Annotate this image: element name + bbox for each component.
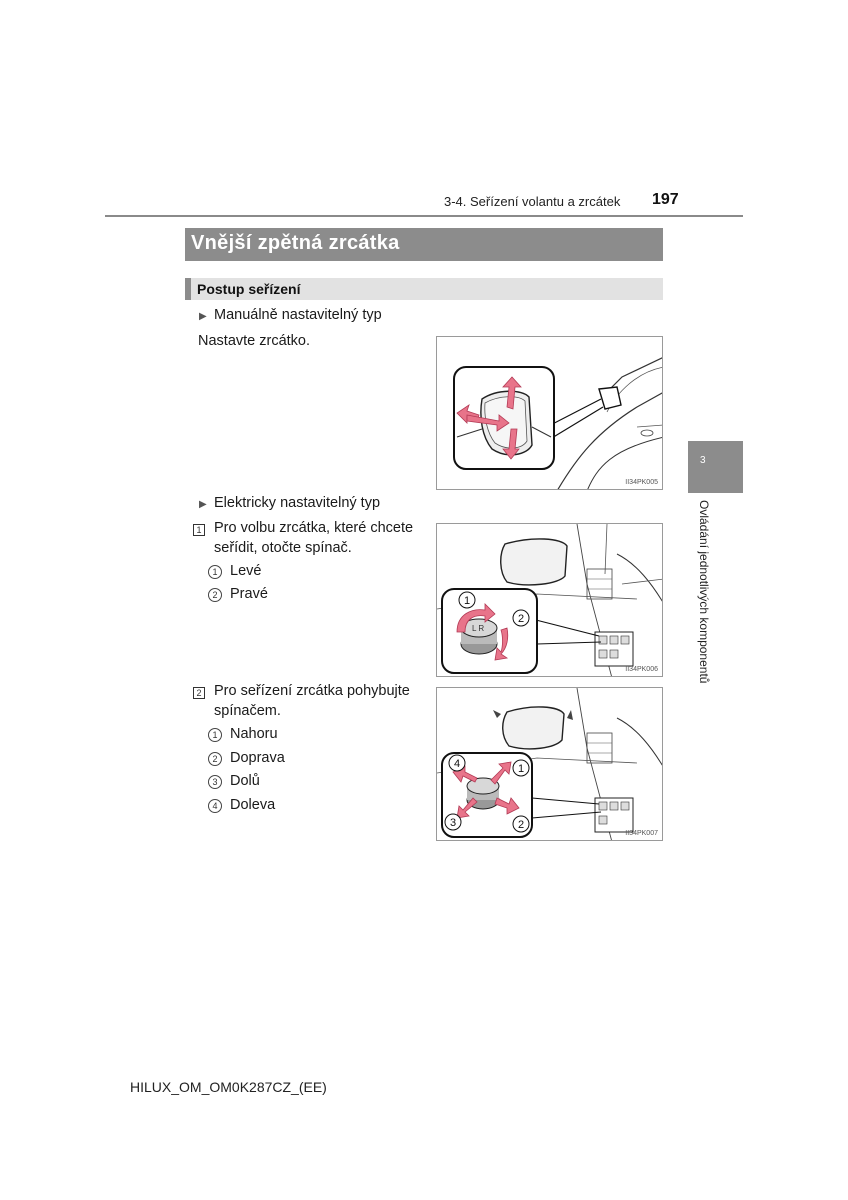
page-number: 197 [652, 191, 679, 208]
item-label: Doleva [230, 797, 276, 813]
svg-text:L R: L R [472, 624, 485, 633]
svg-text:2: 2 [518, 819, 525, 831]
manual-mirror-illustration [437, 337, 663, 490]
page-title: Vnější zpětná zrcátka [191, 232, 400, 254]
item-number-circle: 1 [208, 728, 222, 742]
step-number-box: 1 [193, 524, 205, 536]
item-number-circle: 1 [208, 565, 222, 579]
mirror-select-illustration [437, 524, 663, 677]
mirror-adjust-figure [436, 687, 663, 841]
chapter-tab [688, 441, 743, 493]
document-code-footer: HILUX_OM_OM0K287CZ_(EE) [130, 1079, 327, 1095]
svg-text:4: 4 [454, 758, 461, 770]
triangle-bullet-icon: ▶ [199, 311, 207, 322]
section-header: 3-4. Seřízení volantu a zrcátek [444, 194, 621, 209]
header-divider [105, 215, 743, 217]
manual-text: Nastavte zrcátko. [198, 333, 311, 349]
step1-line2: seřídit, otočte spínač. [214, 540, 352, 556]
step1-line1: Pro volbu zrcátka, které chcete [214, 520, 414, 536]
figure-code: II34PK006 [625, 666, 658, 673]
item-number-circle: 2 [208, 752, 222, 766]
svg-text:3: 3 [450, 817, 457, 829]
item-label: Pravé [230, 586, 268, 602]
triangle-bullet-icon: ▶ [199, 499, 207, 510]
chapter-label-container [697, 500, 711, 710]
electric-heading: Elektricky nastavitelný typ [214, 495, 381, 511]
manual-heading: Manuálně nastavitelný typ [214, 307, 382, 323]
manual-mirror-figure [436, 336, 663, 490]
step2-line1: Pro seřízení zrcátka pohybujte [214, 683, 410, 699]
figure-code: II34PK007 [625, 830, 658, 837]
item-label: Levé [230, 563, 262, 579]
item-number-circle: 2 [208, 588, 222, 602]
svg-text:1: 1 [518, 763, 525, 775]
page-title-bar [185, 228, 663, 261]
item-label: Dolů [230, 773, 260, 789]
item-number-circle: 3 [208, 775, 222, 789]
step2-line2: spínačem. [214, 703, 281, 719]
subtitle: Postup seřízení [197, 281, 301, 297]
svg-text:1: 1 [464, 595, 471, 607]
item-label: Doprava [230, 750, 285, 766]
item-label: Nahoru [230, 726, 278, 742]
mirror-adjust-illustration [437, 688, 663, 841]
figure-code: II34PK005 [625, 479, 658, 486]
chapter-number: 3 [700, 455, 706, 466]
chapter-label: Ovládání jednotlivých komponentů [697, 500, 711, 684]
subtitle-bar [185, 278, 663, 300]
mirror-select-figure [436, 523, 663, 677]
step-number-box: 2 [193, 687, 205, 699]
item-number-circle: 4 [208, 799, 222, 813]
svg-text:2: 2 [518, 613, 525, 625]
